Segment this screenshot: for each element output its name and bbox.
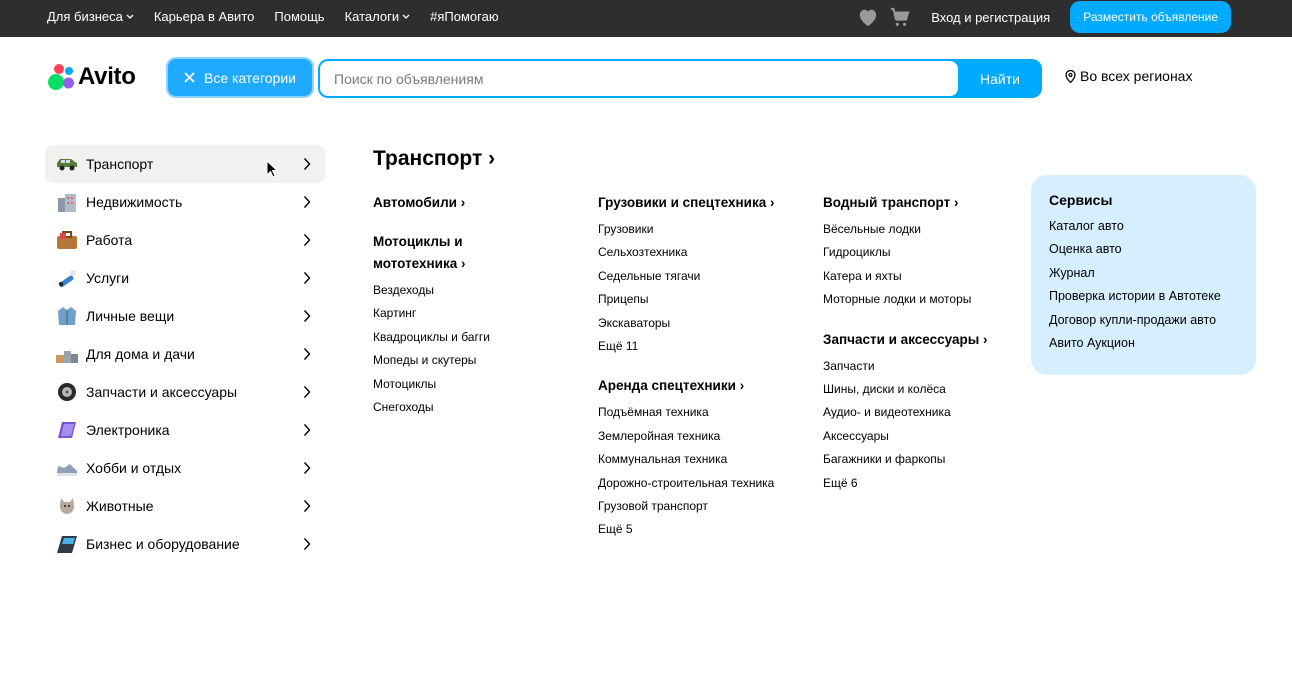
sidebar-item-personal[interactable] [45, 297, 325, 335]
subcategory-list [823, 218, 1038, 312]
subcategory-link[interactable]: Снегоходы [373, 400, 434, 415]
subcategory-link[interactable]: Гидроциклы [823, 245, 891, 260]
category-title[interactable] [373, 147, 495, 171]
subcategory-list [823, 355, 1038, 495]
subcategory-group-title[interactable] [823, 192, 1038, 214]
group-title-text: Мотоциклы и мототехника [373, 234, 463, 271]
sidebar-item-label: Транспорт [86, 156, 154, 172]
laptop-icon [55, 419, 79, 441]
sidebar-item-label: Услуги [86, 270, 130, 286]
category-title-text: Транспорт [373, 147, 483, 170]
subcategory-column-3 [823, 192, 1038, 495]
chevron-right-icon: › [983, 331, 988, 347]
sidebar-item-label: Работа [86, 232, 133, 248]
sidebar-item-label: Запчасти и аксессуары [86, 384, 238, 400]
subcategory-link[interactable]: Сельхозтехника [598, 245, 688, 260]
cat-icon [55, 495, 79, 517]
all-categories-button[interactable] [166, 57, 314, 98]
close-icon [184, 72, 195, 83]
subcategory-link[interactable]: Катера и яхты [823, 268, 902, 283]
sidebar-item-label: Недвижимость [86, 194, 183, 210]
sidebar-item-services[interactable] [45, 259, 325, 297]
subcategory-link[interactable]: Землеройная техника [598, 428, 721, 443]
group-title-text: Водный транспорт [823, 195, 951, 210]
subcategory-link[interactable]: Шины, диски и колёса [823, 382, 946, 397]
chevron-right-icon [303, 537, 311, 551]
sidebar-item-real-estate[interactable] [45, 183, 325, 221]
top-nav [47, 0, 499, 32]
avito-logo-dots-icon [47, 63, 75, 91]
more-link[interactable]: Ещё 11 [598, 339, 639, 354]
subcategory-link[interactable]: Экскаваторы [598, 315, 671, 330]
service-link[interactable]: Авито Аукцион [1049, 336, 1135, 351]
subcategory-link[interactable]: Мопеды и скутеры [373, 353, 477, 368]
chevron-right-icon: › [770, 195, 775, 210]
subcategory-list [598, 218, 813, 358]
avito-wordmark: Avito [78, 63, 136, 90]
chevron-right-icon: › [488, 147, 496, 170]
sidebar-item-work[interactable] [45, 221, 325, 259]
top-nav-help[interactable]: Помощь [274, 8, 325, 24]
building-icon [55, 191, 79, 213]
group-title-text: Аренда спецтехники [598, 378, 736, 394]
category-sidebar [45, 145, 325, 563]
avito-logo[interactable] [47, 62, 136, 92]
chevron-right-icon [303, 461, 311, 475]
subcategory-link[interactable]: Вездеходы [373, 283, 434, 297]
service-link[interactable]: Оценка авто [1049, 242, 1122, 257]
more-link[interactable]: Ещё 6 [823, 475, 858, 490]
all-categories-label: Все категории [204, 69, 296, 86]
heart-icon[interactable] [857, 7, 879, 27]
sidebar-item-transport[interactable] [45, 145, 325, 183]
subcategory-group-title[interactable] [598, 192, 813, 214]
sidebar-item-home-garden[interactable] [45, 335, 325, 373]
mouse-cursor-icon [266, 160, 278, 178]
service-link[interactable]: Договор купли-продажи авто [1049, 312, 1217, 327]
chevron-right-icon [303, 271, 311, 285]
subcategory-link[interactable]: Мотоциклы [373, 376, 437, 391]
top-nav-career[interactable]: Карьера в Авито [153, 8, 255, 24]
top-nav-catalogs-label: Каталоги [344, 8, 400, 24]
chevron-right-icon: › [461, 256, 466, 271]
subcategory-link[interactable]: Квадроциклы и багги [373, 329, 490, 344]
subcategory-link[interactable]: Багажники и фаркопы [823, 452, 946, 467]
top-nav-business[interactable] [47, 9, 134, 24]
sidebar-item-animals[interactable] [45, 487, 325, 525]
subcategory-group-title[interactable] [373, 231, 483, 275]
subcategory-link[interactable]: Седельные тягачи [598, 268, 701, 283]
subcategory-group-title[interactable] [598, 375, 813, 397]
subcategory-column-2 [598, 192, 813, 542]
chevron-right-icon [303, 385, 311, 399]
sidebar-item-hobby[interactable] [45, 449, 325, 487]
chevron-right-icon [303, 195, 311, 209]
sidebar-item-label: Личные вещи [86, 308, 175, 324]
chevron-down-icon [402, 14, 410, 19]
region-selector[interactable] [1065, 68, 1192, 84]
sidebar-item-label: Электроника [86, 422, 170, 438]
top-nav-i-help[interactable]: #яПомогаю [430, 8, 499, 24]
briefcase-icon [55, 229, 79, 251]
tools-icon [55, 267, 79, 289]
subcategory-link[interactable]: Моторные лодки и моторы [823, 292, 972, 307]
subcategory-link[interactable]: Коммунальная техника [598, 452, 728, 467]
group-title-text: Запчасти и аксессуары [823, 331, 980, 347]
sidebar-item-business[interactable] [45, 525, 325, 563]
chevron-right-icon [303, 347, 311, 361]
search-bar [318, 59, 1042, 98]
cart-icon[interactable] [889, 6, 911, 28]
chevron-right-icon: › [954, 195, 959, 210]
subcategory-group-title[interactable] [823, 329, 1038, 351]
more-link[interactable]: Ещё 5 [598, 522, 633, 537]
login-link[interactable]: Вход и регистрация [931, 9, 1051, 25]
chevron-right-icon [303, 309, 311, 323]
subcategory-link[interactable]: Вёсельные лодки [823, 222, 921, 236]
region-label: Во всех регионах [1080, 68, 1193, 84]
subcategory-group-title[interactable] [373, 192, 588, 214]
sidebar-item-label: Хобби и отдых [86, 460, 182, 476]
search-input[interactable] [320, 61, 958, 96]
subcategory-link[interactable]: Подъёмная техника [598, 405, 709, 420]
post-ad-button[interactable]: Разместить объявление [1070, 1, 1231, 33]
subcategory-link[interactable]: Дорожно-строительная техника [598, 475, 775, 490]
chevron-right-icon: › [460, 195, 466, 210]
home-goods-icon [55, 343, 79, 365]
services-title: Сервисы [1049, 192, 1113, 208]
group-title-text: Грузовики и спецтехника [598, 195, 767, 210]
subcategory-list [598, 401, 813, 541]
tire-icon [55, 381, 79, 403]
top-bar [0, 0, 1292, 37]
subcategory-link[interactable]: Грузовики [598, 222, 654, 236]
service-link[interactable]: Каталог авто [1049, 219, 1124, 233]
search-button[interactable]: Найти [958, 59, 1042, 98]
subcategory-link[interactable]: Аксессуары [823, 428, 889, 443]
chevron-right-icon [303, 233, 311, 247]
subcategory-link[interactable]: Аудио- и видеотехника [823, 405, 951, 420]
car-icon [55, 153, 79, 175]
subcategory-link[interactable]: Прицепы [598, 292, 649, 307]
services-panel [1031, 175, 1256, 375]
group-title-text: Автомобили [373, 195, 457, 210]
sneaker-icon [55, 457, 79, 479]
sidebar-item-label: Животные [86, 498, 154, 514]
chevron-down-icon [126, 14, 134, 19]
subcategory-link[interactable]: Запчасти [823, 358, 875, 373]
jacket-icon [55, 305, 79, 327]
service-link[interactable]: Проверка истории в Автотеке [1049, 289, 1221, 304]
subcategory-link[interactable]: Грузовой транспорт [598, 499, 708, 514]
sidebar-item-label: Бизнес и оборудование [86, 536, 240, 552]
subcategory-column-1 [373, 192, 588, 419]
subcategory-list [373, 279, 588, 419]
chevron-right-icon [303, 499, 311, 513]
service-link[interactable]: Журнал [1049, 265, 1095, 280]
chevron-right-icon [303, 157, 311, 171]
top-nav-catalogs[interactable] [345, 9, 411, 24]
top-bar-actions [857, 1, 1231, 33]
chevron-right-icon [303, 423, 311, 437]
location-pin-icon [1065, 70, 1076, 83]
sidebar-item-label: Для дома и дачи [86, 346, 195, 362]
top-nav-business-label: Для бизнеса [47, 8, 123, 24]
sidebar-item-electronics[interactable] [45, 411, 325, 449]
pos-terminal-icon [55, 533, 79, 555]
subcategory-link[interactable]: Картинг [373, 306, 417, 321]
chevron-right-icon: › [739, 378, 745, 394]
sidebar-item-parts[interactable] [45, 373, 325, 411]
